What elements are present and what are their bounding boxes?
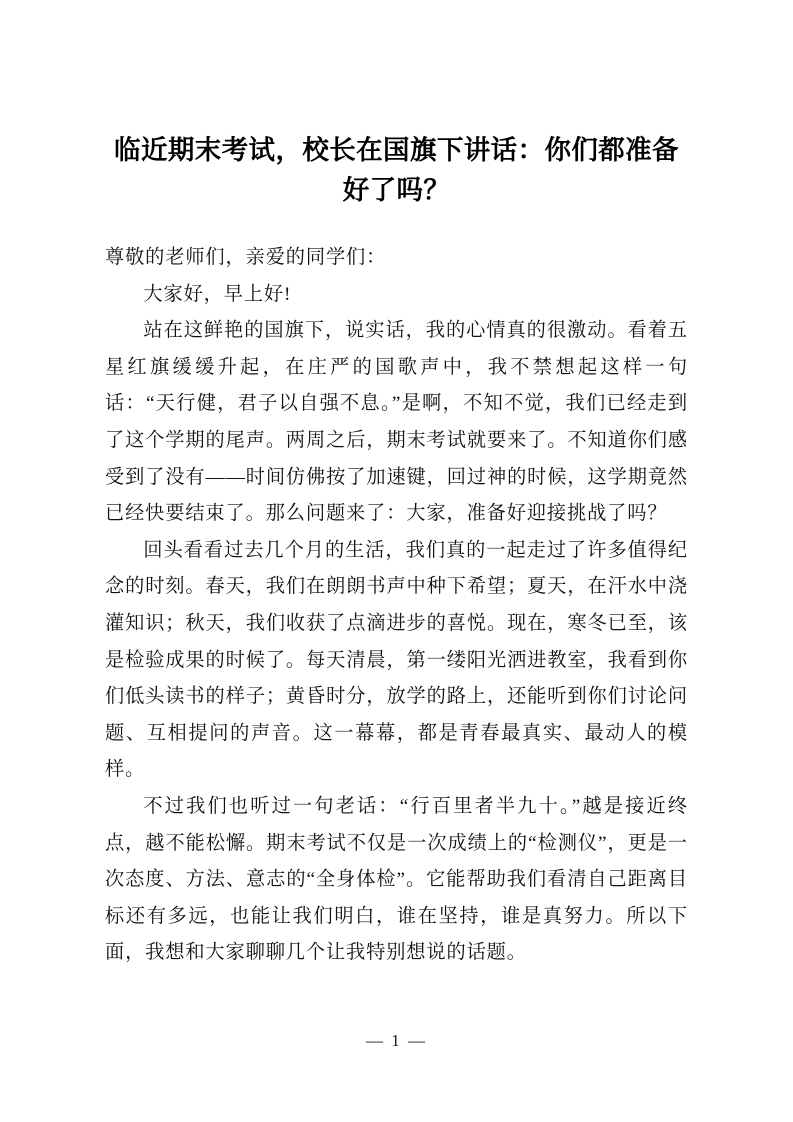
paragraph: 站在这鲜艳的国旗下，说实话，我的心情真的很激动。看着五星红旗缓缓升起，在庄严的国歌声中，我不禁想起这样一句话：“天行健，君子以自强不息。”是啊，不知不觉，我们已经走到了这个学期的尾声。两周之后，期末考试就要来了。不知道你们感受到了没有——时间仿佛按了加速键，回过神的时候，这学期竟然已经快要结束了。那么问题来了：大家，准备好迎接挑战了吗？ — [105, 320, 688, 525]
paragraph: 尊敬的老师们，亲爱的同学们： — [105, 247, 387, 268]
paragraph: 回头看看过去几个月的生活，我们真的一起走过了许多值得纪念的时刻。春天，我们在朗朗书声中种下希望；夏天，在汗水中浇灌知识；秋天，我们收获了点滴进步的喜悦。现在，寒冬已至，该是检验成果的时候了。每天清晨，第一缕阳光洒进教室，我看到你们低头读书的样子；黄昏时分，放学的路上，还能听到你们讨论问题、互相提问的声音。这一幕幕，都是青春最真实、最动人的模样。 — [105, 539, 688, 781]
paragraph: 大家好，早上好! — [143, 283, 292, 305]
paragraph: 不过我们也听过一句老话：“行百里者半九十。”越是接近终点，越不能松懈。期末考试不仅是一次成绩上的“检测仪”，更是一次态度、方法、意志的“全身体检”。它能帮助我们看清自己距离目标还有多远，也能让我们明白，谁在坚持，谁是真努力。所以下面，我想和大家聊聊几个让我特别想说的话题。 — [105, 795, 688, 964]
page-title: 临近期末考试，校长在国旗下讲话：你们都准备好了吗？ — [114, 134, 679, 205]
page-number-footer: — 1 — — [366, 1031, 427, 1050]
document-body — [105, 240, 688, 972]
